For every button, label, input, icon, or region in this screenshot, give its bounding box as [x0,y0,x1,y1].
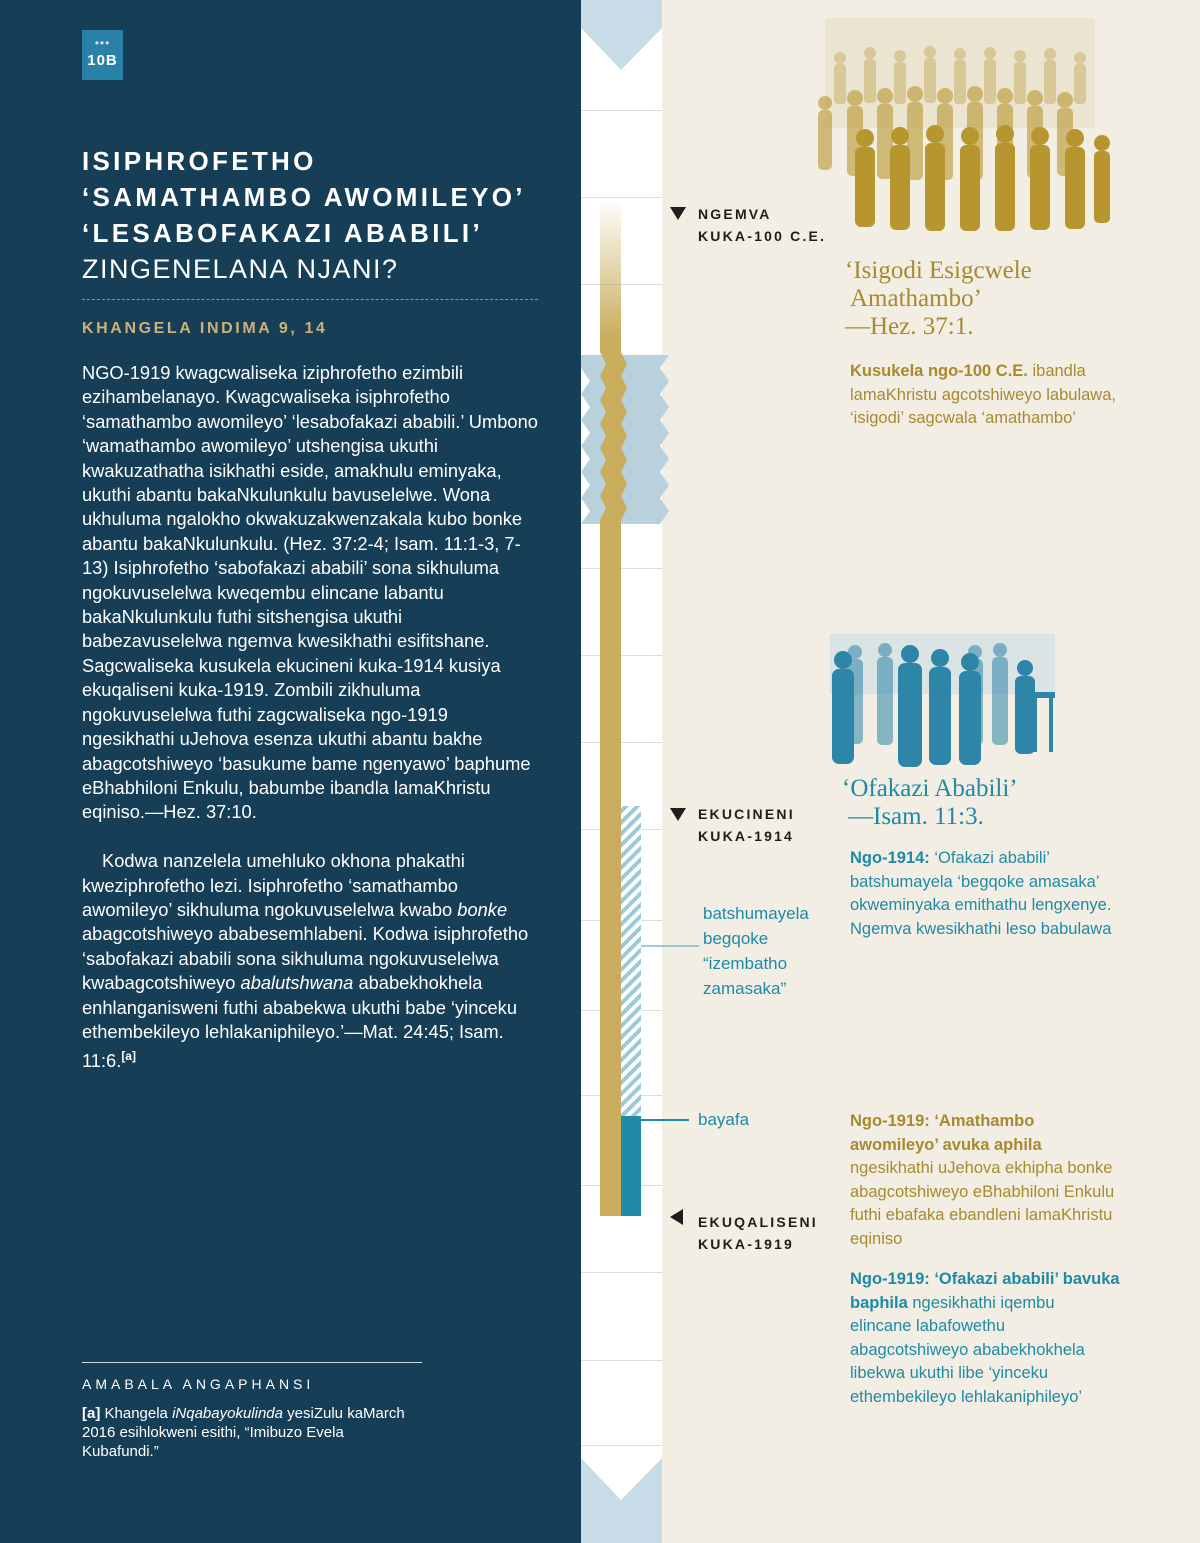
witnesses-illustration [825,632,1065,772]
body-paragraph-1: NGO-1919 kwagcwaliseka iziphrofetho ezimbili ezihambelanayo. Kwagcwaliseka isiphrofetho ‘samathambo awomileyo’ ‘lesabofakazi ababili.’ Umbono ‘wamathambo awomileyo’ utshengisa ukuthi kwakuzathatha isikhathi eside, amakhulu eminyaka, ukuthi abantu bakaNkulunkulu bavuselelwe. Wona ukhuluma ngalokho okwakuzakwenzakala kubo bonke abantu bakaNkulunkulu. (Hez. 37:2-4; Isam. 11:1-3, 7-13) Isiphrofetho ‘sabofakazi ababili’ sona sikhuluma ngokuvuselelwa kweqembu elincane labantu bakaNkulunkulu futhi sitshengisa ukuthi babezavuselelwa ngemva kwesikhathi esifitshane. Sagcwaliseka kusukela ekucineni kuka-1914 kusiya ekuqaliseni kuka-1919. Zombili zikhuluma ngokuvuselelwa futhi zagcwaliseka ngo-1919 ngesikhathi uJehova esenza ukuthi abantu bakhe abagcotshiweyo ‘basukume bame ngenyawo’ baphume eBhabhiloni Enkulu, babumbe ibandla lamaKhristu eqiniso.—Hez. 37:10. [82,362,538,823]
witnesses-text: ‘Ofakazi ababili’ batshumayela ‘begqoke amasaka’ okweminyaka emithathu lengxenye. Ngemva kwesikhathi leso babulawa [850,849,1112,938]
label-line: EKUQALISENI [698,1214,818,1230]
marker-left-icon [670,1209,683,1225]
note-line: batshumayela [703,904,809,923]
footnotes-heading: AMABALA ANGAPHANSI [82,1376,315,1392]
title-line-3: ‘LESABOFAKAZI ABABILI’ [82,218,483,248]
heading-line: —Isam. 11:3. [848,803,984,830]
died-note: bayafa [698,1110,750,1129]
footnote-text: yesiZulu kaMarch 2016 esihlokweni esithi, “Imibuzo Evela Kubafundi.” [82,1405,405,1460]
bar-blue [621,1116,641,1216]
marker-down-icon [670,207,686,220]
footnote-a [82,1404,412,1461]
title-line-1: ISIPHROFETHO [82,146,317,176]
footnote-divider [82,1362,422,1363]
bottom-chevron [581,1458,662,1543]
event-title: Ngo-1919: ‘Amathambo awomileyo’ avuka aphila [850,1112,1042,1154]
title-divider [82,299,538,300]
marker-down-icon [670,808,686,821]
bones-1919-event [850,1110,1120,1251]
bones-text: ibandla lamaKhristu agcotshiweyo labulawa, ‘isigodi’ sagcwala ‘amathambo’ [850,362,1116,427]
note-line: zamasaka” [703,979,787,998]
label-1919 [698,1211,818,1255]
bones-description [850,360,1120,431]
footnote-emphasis: iNqabayokulinda [172,1405,283,1422]
page-tag-number: 10B [87,52,118,69]
label-1914 [698,803,795,847]
footnote-mark: [a] [82,1405,101,1422]
paragraph-reference: KHANGELA INDIMA 9, 14 [82,320,328,337]
event-text: ngesikhathi uJehova ekhipha bonke abagcotshiweyo eBhabhiloni Enkulu futhi ebafaka ebandleni lamaKhristu eqiniso [850,1159,1115,1248]
footnote-text: Khangela [100,1405,173,1422]
heading-line: Amathambo’ [850,285,982,312]
witnesses-description [850,847,1120,941]
article-panel [0,0,581,1543]
bones-heading [845,257,1032,341]
label-line: KUKA-100 C.E. [698,228,827,244]
event-text: ngesikhathi iqembu elincane labafowethu abagcotshiweyo ababekhokhela libekwa ukuthi libe ‘yinceku ethembekileyo lehlakaniphileyo’ [850,1293,1085,1406]
body-text: ababekhokhela enhlanganisweni futhi ababekwa ukuthi babe ‘yinceku ethembekileyo lehlakaniphileyo.’—Mat. 24:45; Isam. 11:6. [82,972,517,1072]
page-tag [82,30,123,80]
heading-line: —Hez. 37:1. [845,313,974,340]
note-line: “izembatho [703,954,788,973]
heading-line: ‘Isigodi Esigcwele [845,257,1032,284]
event-title: Ngo-1919: ‘Ofakazi ababili’ bavuka baphila [850,1270,1120,1312]
footnote-link[interactable]: [a] [121,1049,136,1064]
title-line-2: ‘SAMATHAMBO AWOMILEYO’ [82,182,526,212]
bones-date: Kusukela ngo-100 C.E. [850,362,1028,380]
label-line: KUKA-1914 [698,828,795,844]
body-text: abagcotshiweyo ababesemhlabeni. Kodwa isiphrofetho ‘sabofakazi ababili sona sikhuluma ngokuvuselelwa kwabagcotshiweyo [82,923,529,994]
witnesses-date: Ngo-1914: [850,849,930,867]
bar-hatched [621,806,641,1116]
witnesses-1919-event [850,1268,1120,1409]
body-emphasis: abalutshwana [240,972,354,994]
label-line: EKUCINENI [698,806,795,822]
page-title [82,143,562,287]
bar-fade [600,198,621,338]
title-line-4: ZINGENELANA NJANI? [82,254,399,284]
heading-line: ‘Ofakazi Ababili’ [842,775,1018,802]
witnesses-heading [842,775,1018,831]
label-line: KUKA-1919 [698,1236,795,1252]
page-tag-dots: ••• [94,36,111,50]
top-chevron [581,0,662,70]
note-line: begqoke [703,929,769,948]
body-emphasis: bonke [457,898,508,920]
body-paragraph-2 [82,849,542,1074]
article-body [82,361,542,1098]
label-line: NGEMVA [698,206,772,222]
timeline-graphic [581,0,701,1543]
sackcloth-note [703,901,809,1001]
body-text: Kodwa nanzelela umehluko okhona phakathi kweziphrofetho lezi. Isiphrofetho ‘samathambo awomileyo’ sikhuluma ngokuvuselelwa kwabo [82,850,465,920]
crowd-illustration [790,18,1120,238]
